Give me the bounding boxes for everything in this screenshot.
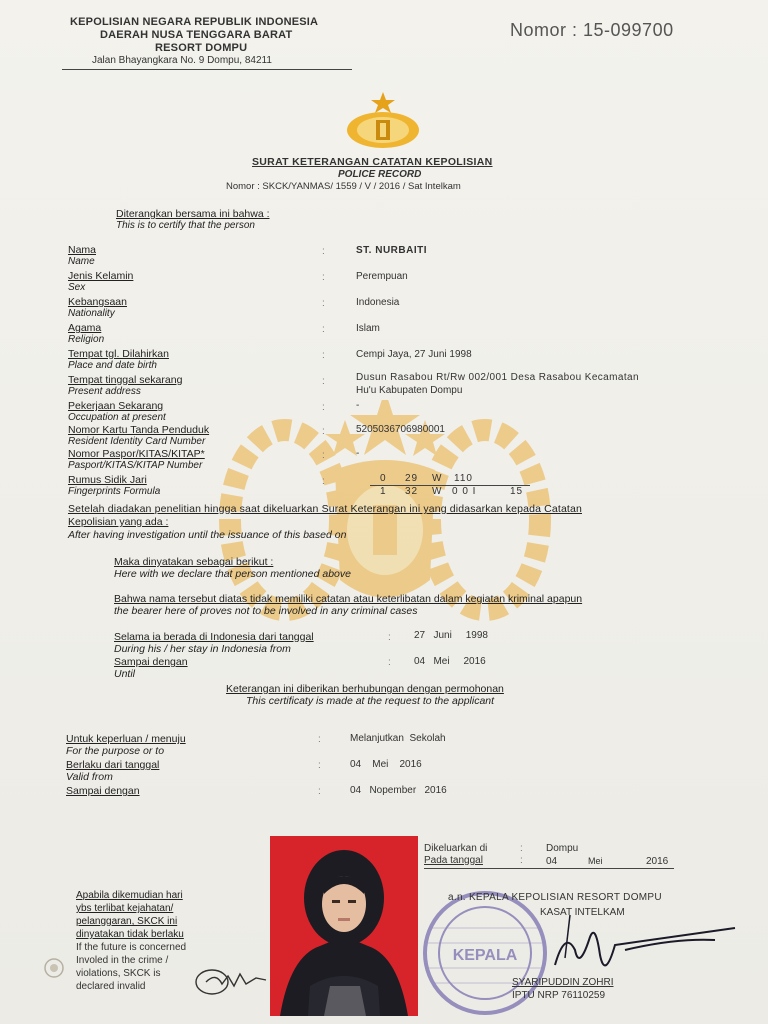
applicant-photo [270, 836, 418, 1016]
field-label-en: Sex [68, 282, 86, 293]
fingerprint-top-4: 110 [454, 473, 473, 484]
field-colon: : [322, 298, 325, 309]
field-label-id: Kebangsaan [68, 296, 127, 308]
field-label-en: Resident Identity Card Number [68, 436, 206, 447]
fingerprint-bottom-5: 15 [510, 486, 524, 497]
after-text-id-1: Setelah diadakan penelitian hingga saat dikeluarkan Surat Keterangan ini yang didasarkan kepada Catatan [68, 503, 582, 515]
field-value: - [356, 400, 360, 411]
stamp-text: KEPALA [452, 947, 518, 964]
fingerprint-top-2: 29 [405, 473, 419, 484]
signer-title-line-1: a.n. KEPALA KEPOLISIAN RESORT DOMPU [448, 892, 662, 903]
after-text-id-2: Kepolisian yang ada : [68, 516, 169, 528]
purpose-value: Melanjutkan Sekolah [350, 733, 446, 744]
purpose-colon: : [318, 786, 321, 797]
request-text-id: Keterangan ini diberikan berhubungan dengan permohonan [226, 683, 504, 695]
purpose-value: 04 Mei 2016 [350, 759, 422, 770]
note-line-8: declared invalid [76, 981, 146, 992]
purpose-value: 04 Nopember 2016 [350, 785, 447, 796]
declare-text-en: Here with we declare that person mentioned above [114, 568, 351, 580]
issued-at-value: Dompu [546, 843, 579, 854]
field-colon: : [322, 402, 325, 413]
field-label-id: Nomor Kartu Tanda Penduduk [68, 424, 210, 436]
fingerprint-bottom-2: 32 [405, 486, 419, 497]
purpose-colon: : [318, 760, 321, 771]
issued-date-day: 04 [546, 856, 558, 867]
signature-icon [545, 910, 740, 980]
note-line-2: ybs terlibat kejahatan/ [76, 903, 174, 914]
stay-from-value: 27 Juni 1998 [414, 630, 488, 641]
document-subtitle: POLICE RECORD [338, 169, 422, 180]
note-line-1: Apabila dikemudian hari [76, 890, 183, 901]
document-reference: Nomor : SKCK/YANMAS/ 1559 / V / 2016 / Sat Intelkam [226, 181, 461, 192]
statement-text-en: the bearer here of proves not to be involved in any criminal cases [114, 605, 418, 617]
field-colon: : [322, 350, 325, 361]
field-label-id: Rumus Sidik Jari [68, 474, 147, 486]
after-text-en: After having investigation until the issuance of this based on [68, 529, 347, 541]
field-value: Indonesia [356, 297, 400, 308]
field-label-en: Name [68, 256, 95, 267]
purpose-label-en: Valid from [66, 771, 113, 783]
request-text-en: This certificaty is made at the request to the applicant [246, 695, 495, 707]
field-colon: : [322, 450, 325, 461]
applicant-signature-icon [192, 962, 270, 1000]
field-label-en: Religion [68, 334, 105, 345]
issued-date-colon: : [520, 855, 523, 866]
note-line-5: If the future is concerned [76, 942, 187, 953]
fingerprint-bottom-3: W [432, 486, 443, 497]
issued-at-label: Dikeluarkan di [424, 843, 488, 854]
fingerprint-bottom-1: 1 [380, 486, 387, 497]
field-value: - [356, 448, 360, 459]
signer-rank: IPTU NRP 76110259 [512, 990, 606, 1001]
issued-date-year: 2016 [646, 856, 669, 867]
field-label-id: Tempat tinggal sekarang [68, 374, 183, 386]
stay-until-value: 04 Mei 2016 [414, 656, 486, 667]
statement-text-id: Bahwa nama tersebut diatas tidak memiliki catatan atau keterlibatan dalam kegiatan kriminal apapun [114, 593, 583, 605]
field-value: Dusun Rasabou Rt/Rw 002/001 Desa Rasabou Kecamatan [356, 372, 639, 383]
police-emblem-icon [340, 90, 426, 152]
field-value: 5205036706980001 [356, 424, 445, 435]
field-label-en: Nationality [68, 308, 115, 319]
note-line-3: pelanggaran, SKCK ini [76, 916, 178, 927]
purpose-colon: : [318, 734, 321, 745]
note-line-7: violations, SKCK is [76, 968, 161, 979]
field-colon: : [322, 272, 325, 283]
stay-until-label-en: Until [114, 668, 136, 680]
purpose-label-id: Berlaku dari tanggal [66, 759, 160, 771]
fingerprint-top-3: W [432, 473, 443, 484]
field-value: Islam [356, 323, 380, 334]
stay-from-colon: : [388, 632, 391, 643]
fingerprint-bottom-4: 0 0 I [452, 486, 477, 497]
issued-date-month: Mei [588, 856, 603, 866]
field-colon: : [322, 246, 325, 257]
document-number: Nomor : 15-099700 [510, 20, 674, 40]
header-line-1: KEPOLISIAN NEGARA REPUBLIK INDONESIA [70, 16, 319, 28]
note-line-6: Involed in the crime / [76, 955, 169, 966]
purpose-label-id: Sampai dengan [66, 785, 140, 797]
field-label-en: Occupation at present [68, 412, 166, 423]
field-label-id: Nama [68, 244, 97, 256]
field-label-id: Nomor Paspor/KITAS/KITAP* [68, 448, 205, 460]
field-label-id: Agama [68, 322, 102, 334]
stay-until-colon: : [388, 657, 391, 668]
fingerprint-divider [370, 485, 530, 486]
field-colon: : [322, 324, 325, 335]
intro-text-id: Diterangkan bersama ini bahwa : [116, 208, 270, 220]
field-label-en: Place and date birth [68, 360, 157, 371]
issued-underline [424, 868, 674, 869]
declare-text-id: Maka dinyatakan sebagai berikut : [114, 556, 274, 568]
stay-from-label-en: During his / her stay in Indonesia from [114, 643, 291, 655]
field-colon: : [322, 476, 325, 487]
field-label-en: Pasport/KITAS/KITAP Number [68, 460, 203, 471]
header-underline [62, 69, 352, 70]
header-line-3: RESORT DOMPU [155, 42, 248, 54]
field-value: Cempi Jaya, 27 Juni 1998 [356, 349, 472, 360]
issued-at-colon: : [520, 843, 523, 854]
intro-text-en: This is to certify that the person [116, 220, 255, 231]
issued-date-label: Pada tanggal [424, 855, 483, 866]
field-value-line-2: Hu'u Kabupaten Dompu [356, 385, 463, 396]
field-colon: : [322, 376, 325, 387]
field-label-en: Fingerprints Formula [68, 486, 161, 497]
header-address: Jalan Bhayangkara No. 9 Dompu, 84211 [92, 55, 272, 66]
header-line-2: DAERAH NUSA TENGGARA BARAT [100, 29, 293, 41]
field-label-id: Pekerjaan Sekarang [68, 400, 164, 412]
note-line-4: dinyatakan tidak berlaku [76, 929, 184, 940]
signer-title-line-2: KASAT INTELKAM [540, 907, 625, 918]
signer-name: SYARIPUDDIN ZOHRI [512, 977, 614, 988]
field-label-id: Jenis Kelamin [68, 270, 134, 282]
person-photo-icon [270, 836, 418, 1016]
field-value: Perempuan [356, 271, 408, 282]
field-value: ST. NURBAITI [356, 245, 427, 256]
field-label-en: Present address [68, 386, 141, 397]
field-label-id: Tempat tgl. Dilahirkan [68, 348, 169, 360]
fingerprint-top-1: 0 [380, 473, 387, 484]
purpose-label-id: Untuk keperluan / menuju [66, 733, 186, 745]
stay-until-label-id: Sampai dengan [114, 656, 188, 668]
document-title: SURAT KETERANGAN CATATAN KEPOLISIAN [252, 156, 493, 168]
purpose-label-en: For the purpose or to [66, 745, 165, 757]
field-colon: : [322, 426, 325, 437]
stay-from-label-id: Selama ia berada di Indonesia dari tanggal [114, 631, 314, 643]
small-emblem-icon [42, 956, 66, 980]
